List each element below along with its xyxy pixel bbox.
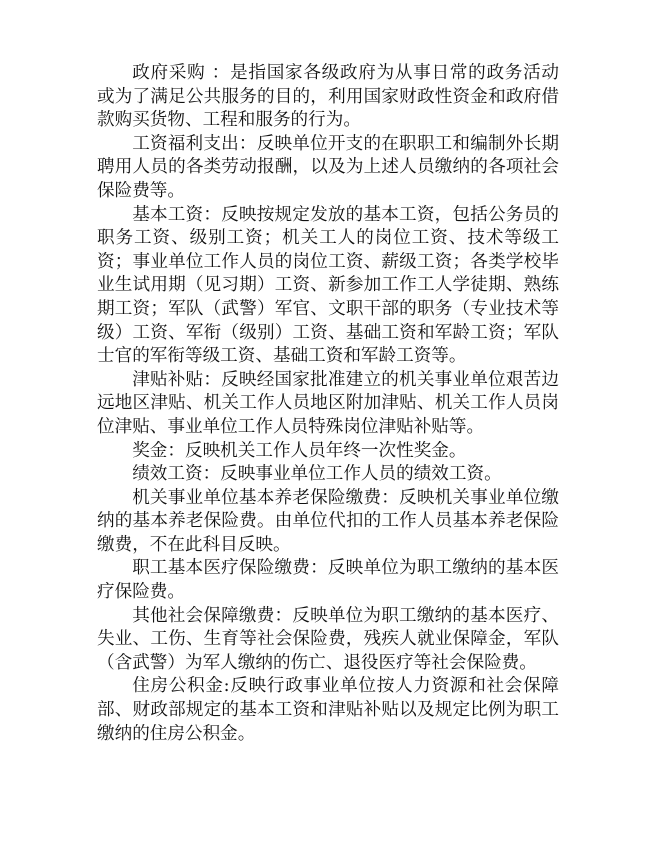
paragraph-other-social-security: 其他社会保障缴费：反映单位为职工缴纳的基本医疗、失业、工伤、生育等社会保险费，残疾人就业保障金，军队（含武警）为军人缴纳的伤亡、退役医疗等社会保险费。	[97, 605, 559, 673]
paragraph-housing-fund: 住房公积金:反映行政事业单位按人力资源和社会保障部、财政部规定的基本工资和津贴补贴以及规定比例为职工缴纳的住房公积金。	[97, 676, 559, 744]
paragraph-performance-wage: 绩效工资：反映事业单位工作人员的绩效工资。	[132, 464, 502, 485]
paragraph-pension-insurance: 机关事业单位基本养老保险缴费：反映机关事业单位缴纳的基本养老保险费。由单位代扣的工作人员基本养老保险缴费，不在此科目反映。	[97, 487, 559, 555]
paragraph-wage-welfare-expenditure: 工资福利支出：反映单位开支的在职职工和编制外长期聘用人员的各类劳动报酬，以及为上述人员缴纳的各项社会保险费等。	[97, 133, 559, 201]
paragraph-bonus: 奖金：反映机关工作人员年终一次性奖金。	[132, 440, 467, 461]
paragraph-allowances-subsidies: 津贴补贴：反映经国家批准建立的机关事业单位艰苦边远地区津贴、机关工作人员地区附加津贴、机关工作人员岗位津贴、事业单位工作人员特殊岗位津贴补贴等。	[97, 369, 559, 437]
paragraph-basic-wage: 基本工资：反映按规定发放的基本工资，包括公务员的职务工资、级别工资；机关工人的岗位工资、技术等级工资；事业单位工作人员的岗位工资、薪级工资；各类学校毕业生试用期（见习期）工资、新参加工作工人学徒期、熟练期工资；军队（武警）军官、文职干部的职务（专业技术等级）工资、军衔（级别）工资、基础工资和军龄工资；军队士官的军衔等级工资、基础工资和军龄工资等。	[97, 204, 559, 367]
paragraph-medical-insurance: 职工基本医疗保险缴费：反映单位为职工缴纳的基本医疗保险费。	[97, 558, 559, 603]
paragraph-government-procurement: 政府采购 ：是指国家各级政府为从事日常的政务活动或为了满足公共服务的目的，利用国家财政性资金和政府借款购买货物、工程和服务的行为。	[97, 63, 559, 131]
document-page	[97, 62, 559, 746]
